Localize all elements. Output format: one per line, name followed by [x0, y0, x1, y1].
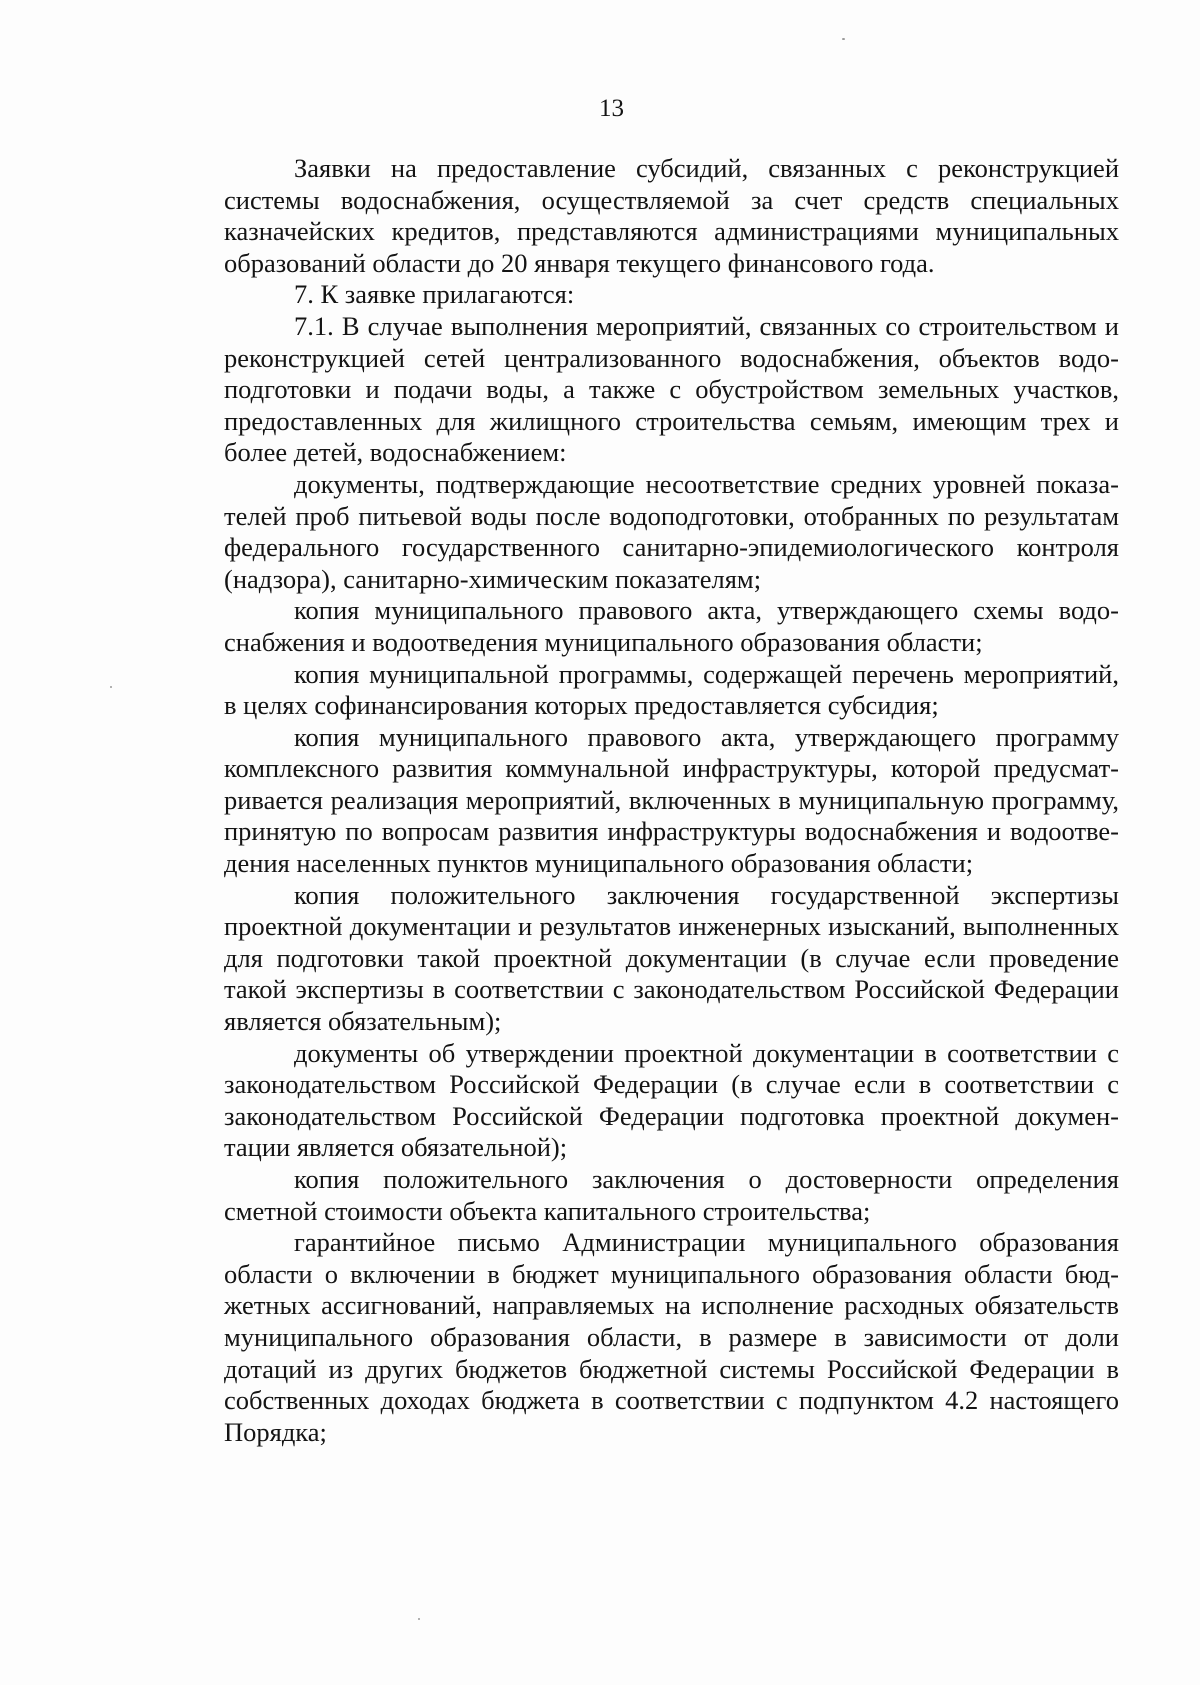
paragraph: Заявки на предоставление субсидий, связанных с реконструкцией системы водоснабжения, осуществляемой за счет средств специальных казначейских кредитов, представляются администрациями муниципальных образований области до 20 января текущего финансового года.: [224, 153, 1119, 278]
paragraph: копия муниципального правового акта, утверждающего схемы водоснабжения и водоотведения муниципального образования области;: [224, 595, 1119, 657]
scan-speck: [842, 38, 845, 40]
paragraph: копия положительного заключения государственной экспертизы проектной документации и результатов инженерных изысканий, выполненных для подготовки такой проектной документации (в случае если проведение такой экспертизы в соответствии с законодательством Российской Федерации является обязательным);: [224, 879, 1119, 1037]
page-number: 13: [599, 95, 624, 122]
scan-speck: [418, 1618, 420, 1620]
paragraph: гарантийное письмо Администрации муниципального образования области о включении в бюджет муниципального образования области бюджетных ассигнований, направляемых на исполнение расходных обязательств муниципального образования области, в размере в зависимости от доли дотаций из других бюджетов бюджетной системы Российской Федерации в собственных доходах бюджета в соответствии с подпунктом 4.2 настоящего Порядка;: [224, 1227, 1119, 1447]
paragraph: копия положительного заключения о достоверности определения сметной стоимости объекта капитального строительства;: [224, 1164, 1119, 1226]
paragraph: копия муниципальной программы, содержащей перечень мероприятий, в целях софинансирования которых предоставляется субсидия;: [224, 658, 1119, 721]
scan-speck: [110, 686, 112, 688]
paragraph: 7. К заявке прилагаются:: [294, 279, 575, 310]
body-text: [224, 153, 1119, 1448]
paragraph: 7.1. В случае выполнения мероприятий, связанных со строительством и реконструкцией сетей централизованного водоснабжения, объектов водоподготовки и подачи воды, а также с обустройством земельных участков, предоставленных для жилищного строительства семьям, имеющим трех и более детей, водоснабжением:: [224, 310, 1119, 468]
paragraph: документы об утверждении проектной документации в соответствии с законодательством Российской Федерации (в случае если в соответствии с законодательством Российской Федерации подготовка проектной документации является обязательной);: [224, 1037, 1119, 1163]
paragraph: документы, подтверждающие несоответствие средних уровней показателей проб питьевой воды после водоподготовки, отобранных по результатам федерального государственного санитарно-эпидемиологического контроля (надзора), санитарно-химическим показателям;: [224, 468, 1119, 594]
paragraph: копия муниципального правового акта, утверждающего программу комплексного развития коммунальной инфраструктуры, которой предусматривается реализация мероприятий, включенных в муниципальную программу, принятую по вопросам развития инфраструктуры водоснабжения и водоотведения населенных пунктов муниципального образования области;: [224, 721, 1119, 879]
